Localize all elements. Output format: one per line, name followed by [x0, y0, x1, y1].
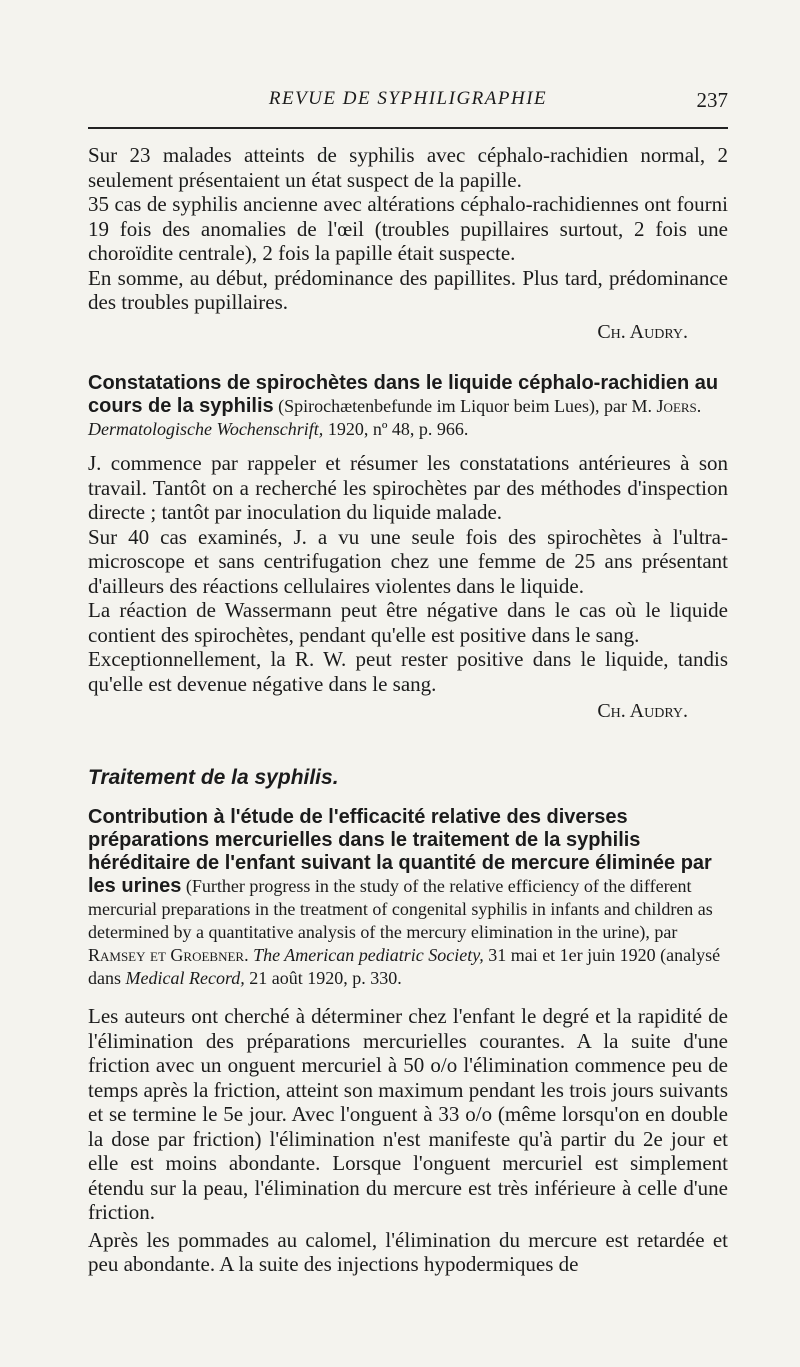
article-reference-secondary: 21 août 1920, p. 330.: [244, 968, 402, 988]
article-journal: Dermatologische Wochenschrift,: [88, 419, 324, 439]
signature: Ch. Audry.: [597, 320, 688, 343]
article-reference: 31 mai et 1er juin 1920 (analysé dans: [88, 945, 721, 988]
article-title-original: (Spirochætenbefunde im Liquor beim Lues), par M.: [273, 396, 657, 416]
article-title-main: Constatations de spirochètes dans le liquide céphalo-rachidien au cours de la syphilis: [88, 372, 719, 417]
article-reference: 1920, nº 48, p. 966.: [323, 419, 469, 439]
article-mercury: [88, 806, 728, 1277]
paragraph: 35 cas de syphilis ancienne avec altérations céphalo-rachidiennes ont fourni 19 fois des anomalies de l'œil (troubles pupillaires surtout, 2 fois une choroïdite centrale), 2 fois la papille était suspecte.: [88, 192, 728, 265]
signature: Ch. Audry.: [597, 700, 688, 722]
paragraph: J. commence par rappeler et résumer les constatations antérieures à son travail. Tantôt on a recherché les spirochètes par des méthodes d'inspection directe ; tantôt par inoculation du liquide malade.: [88, 451, 728, 524]
running-title: REVUE DE SYPHILIGRAPHIE: [268, 88, 548, 109]
page-number: 237: [696, 88, 728, 112]
paragraph: Après les pommades au calomel, l'élimination du mercure est retardée et peu abondante. A la suite des injections hypodermiques de: [88, 1227, 728, 1276]
paragraph: Exceptionnellement, la R. W. peut rester positive dans le liquide, tandis qu'elle est devenue négative dans le sang.: [88, 647, 728, 696]
article-author: Joers.: [656, 396, 702, 416]
paragraph: La réaction de Wassermann peut être négative dans le cas où le liquide contient des spirochètes, pendant qu'elle est positive dans le sang.: [88, 598, 728, 647]
paragraph: En somme, au début, prédominance des papillites. Plus tard, prédominance des troubles pupillaires.: [88, 265, 728, 314]
page-header: [88, 88, 728, 118]
article-journal: The American pediatric Society,: [248, 945, 484, 965]
article-authors: Ramsey et Groebner.: [88, 945, 249, 965]
article-journal-secondary: Medical Record,: [125, 968, 245, 988]
paragraph: Sur 23 malades atteints de syphilis avec céphalo-rachidien normal, 2 seulement présentaient un état suspect de la papille.: [88, 143, 728, 192]
article-title: [88, 806, 728, 990]
article-title-original: (Further progress in the study of the relative efficiency of the different mercurial preparations in the treatment of congenital syphilis in infants and children as determined by a quantitative analysis of the mercury elimination in the urine), par: [88, 876, 713, 942]
header-rule: [88, 127, 728, 129]
article-title: [88, 372, 728, 441]
paragraph: Les auteurs ont cherché à déterminer chez l'enfant le degré et la rapidité de l'élimination des préparations mercurielles courantes. A la suite d'une friction avec un onguent mercuriel à 50 o/o l'élimination commence peu de temps après la friction, atteint son maximum pendant les trois jours suivants et se termine le 5e jour. Avec l'onguent à 33 o/o (même lorsqu'on en double la dose par friction) l'élimination n'est manifeste qu'à partir du 2e jour et elle est moins abondante. Lorsque l'onguent mercuriel est simplement étendu sur la peau, l'élimination du mercure est très inférieure à celle d'une friction.: [88, 1004, 728, 1224]
article-spirochetes: [88, 372, 728, 723]
article-continuation: [88, 143, 728, 344]
paragraph: Sur 40 cas examinés, J. a vu une seule fois des spirochètes à l'ultra-microscope et sans centrifugation chez une femme de 25 ans présentant d'ailleurs des réactions cellulaires violentes dans le liquide.: [88, 524, 728, 598]
article-title-main: Contribution à l'étude de l'efficacité relative des diverses préparations mercurielles dans le traitement de la syphilis héréditaire de l'enfant suivant la quantité de mercure éliminée par les urines: [88, 806, 712, 897]
section-title: Traitement de la syphilis.: [88, 766, 339, 789]
